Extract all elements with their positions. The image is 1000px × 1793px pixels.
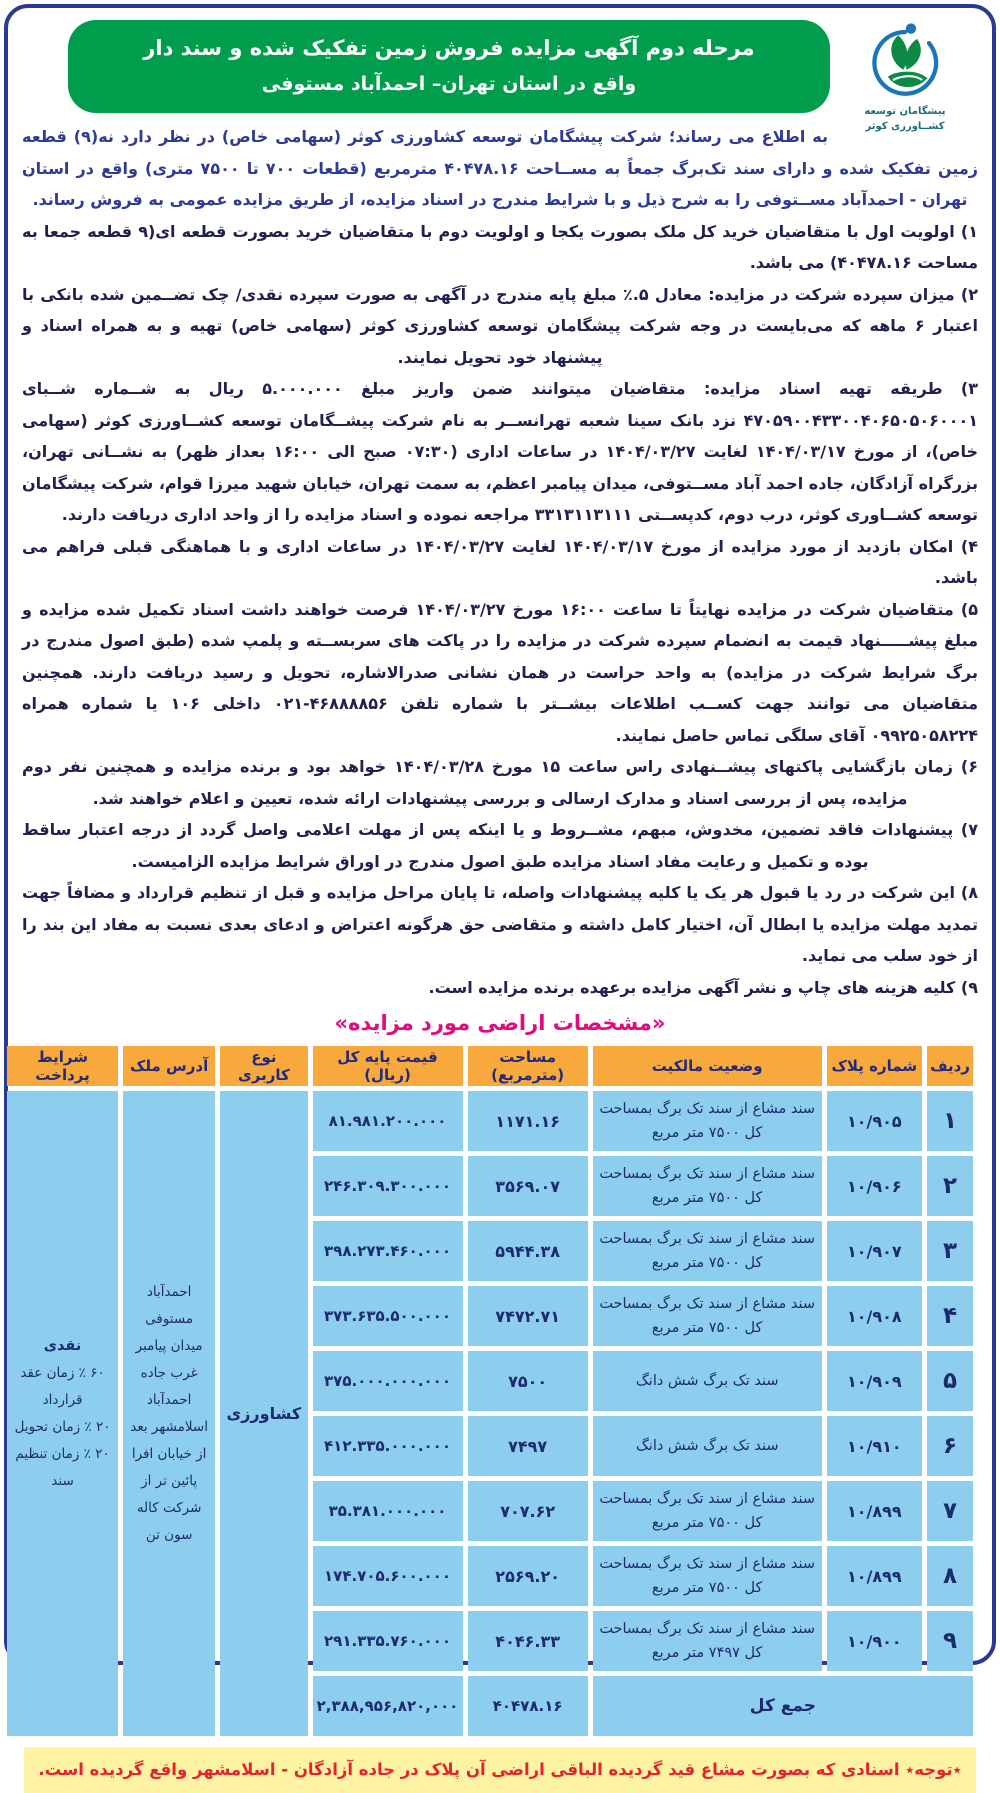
ownership-cell: سند مشاع از سند تک برگ بمساحت کل ۷۵۰۰ متر مربع xyxy=(593,1221,822,1281)
row-number-cell: ۵ xyxy=(927,1351,973,1411)
header-plaque-number: شماره پلاک xyxy=(827,1046,922,1086)
header-ownership-status: وضعیت مالکیت xyxy=(593,1046,822,1086)
ownership-cell: سند مشاع از سند تک برگ بمساحت کل ۷۵۰۰ متر مربع xyxy=(593,1481,822,1541)
header-payment-terms: شرایط پرداخت xyxy=(7,1046,118,1086)
row-number-cell: ۴ xyxy=(927,1286,973,1346)
clause-1: ۱) اولویت اول با متقاضیان خرید کل ملک بصورت یکجا و اولویت دوم با متقاضیان خرید بصورت قطعه ای(۹ قطعه جمعا به مساحت ۴۰۴۷۸.۱۶) می باشد. xyxy=(22,221,979,272)
row-number-cell: ۹ xyxy=(927,1611,973,1671)
area-cell: ۷۴۹۷ xyxy=(468,1416,588,1476)
land-specs-table xyxy=(2,1041,978,1741)
price-cell: ۲۴۶.۳۰۹.۳۰۰.۰۰۰ xyxy=(313,1156,463,1216)
advertisement-page xyxy=(4,4,996,1779)
usage-type-cell: کشاورزی xyxy=(220,1091,307,1736)
ad-body-text xyxy=(22,121,978,1003)
company-logo xyxy=(834,20,976,134)
header-area-sqm: مساحت (مترمربع) xyxy=(468,1046,588,1086)
price-cell: ۲۹۱.۳۳۵.۷۶۰.۰۰۰ xyxy=(313,1611,463,1671)
ownership-cell: سند مشاع از سند تک برگ بمساحت کل ۷۴۹۷ متر مربع xyxy=(593,1611,822,1671)
area-cell: ۱۱۷۱.۱۶ xyxy=(468,1091,588,1151)
area-cell: ۷۴۷۲.۷۱ xyxy=(468,1286,588,1346)
logo-caption-line2: کشــاورزی کوثر xyxy=(865,121,945,132)
area-cell: ۷۵۰۰ xyxy=(468,1351,588,1411)
area-cell: ۴۰۴۶.۳۳ xyxy=(468,1611,588,1671)
table-header-row xyxy=(7,1046,973,1086)
clause-7: ۷) پیشنهادات فاقد تضمین، مخدوش، مبهم، مشــروط و یا اینکه پس از مهلت اعلامی واصل گردد از درجه اعتبار ساقط بوده و تکمیل و رعایت مفاد اسناد مزایده طبق اصول مندرج در اوراق شرایط مزایده الزامیست. xyxy=(22,820,978,871)
table-row xyxy=(7,1091,973,1151)
attention-note: ٭توجه٭ اسنادی که بصورت مشاع قید گردیده الباقی اراضی آن پلاک در جاده آزادگان - اسلامشهر واقع گردیده است. xyxy=(24,1747,976,1793)
row-number-cell: ۱ xyxy=(927,1091,973,1151)
ad-title-line2: واقع در استان تهران– احمدآباد مستوفی xyxy=(261,73,637,95)
header-usage-type: نوع کاربری xyxy=(220,1046,307,1086)
section-title: «مشخصات اراضی مورد مزایده» xyxy=(334,1011,666,1035)
price-cell: ۳۹۸.۲۷۳.۴۶۰.۰۰۰ xyxy=(313,1221,463,1281)
intro-paragraph: به اطلاع می رساند؛ شرکت پیشگامان توسعه کشاورزی کوثر (سهامی خاص) در نظر دارد نه(۹) قطعه زمین تفکیک شده و دارای سند تک‌برگ جمعاً به مســاحت ۴۰۴۷۸.۱۶ مترمربع (قطعات ۷۰۰ تا ۷۵۰۰ متری) واقع در استان تهران - احمدآباد مســتوفی را به شرح ذیل و با شرایط مندرج در اسناد مزایده، از طریق مزایده عمومی به فروش رساند. xyxy=(22,127,979,209)
area-cell: ۷۰۷.۶۲ xyxy=(468,1481,588,1541)
price-cell: ۳۵.۳۸۱.۰۰۰.۰۰۰ xyxy=(313,1481,463,1541)
payment-title: نقدی xyxy=(43,1337,82,1354)
area-cell: ۲۵۶۹.۲۰ xyxy=(468,1546,588,1606)
payment-line: ۶۰ ٪ زمان عقد قرارداد xyxy=(20,1364,105,1408)
total-label-cell: جمع کل xyxy=(593,1676,973,1736)
ad-title-banner xyxy=(68,20,830,113)
price-cell: ۴۱۲.۳۳۵.۰۰۰.۰۰۰ xyxy=(313,1416,463,1476)
payment-line: ۲۰ ٪ زمان تحویل xyxy=(14,1418,111,1435)
plaque-cell: ۱۰/۹۰۵ xyxy=(827,1091,922,1151)
ownership-cell: سند مشاع از سند تک برگ بمساحت کل ۷۵۰۰ متر مربع xyxy=(593,1286,822,1346)
plaque-cell: ۱۰/۹۰۶ xyxy=(827,1156,922,1216)
payment-line: ۲۰ ٪ زمان تنظیم سند xyxy=(15,1445,110,1489)
header-base-price: قیمت پایه کل (ریال) xyxy=(313,1046,463,1086)
price-cell: ۳۷۳.۶۳۵.۵۰۰.۰۰۰ xyxy=(313,1286,463,1346)
ownership-cell: سند مشاع از سند تک برگ بمساحت کل ۷۵۰۰ متر مربع xyxy=(593,1091,822,1151)
ownership-cell: سند مشاع از سند تک برگ بمساحت کل ۷۵۰۰ متر مربع xyxy=(593,1156,822,1216)
logo-caption-line1: پیشگامان توسعه xyxy=(864,106,946,117)
ownership-cell: سند تک برگ شش دانگ xyxy=(593,1416,822,1476)
price-cell: ۱۷۴.۷۰۵.۶۰۰.۰۰۰ xyxy=(313,1546,463,1606)
clause-4: ۴) امکان بازدید از مورد مزایده از مورخ ۱۴۰۴/۰۳/۱۷ لغایت ۱۴۰۴/۰۳/۲۷ در ساعات اداری و با هماهنگی قبلی فراهم می باشد. xyxy=(22,536,979,587)
row-number-cell: ۷ xyxy=(927,1481,973,1541)
property-address-cell: احمدآباد مستوفی میدان پیامبر غرب جاده احمدآباد اسلامشهر بعد از خیابان افرا پائین تر از شرکت کاله سون تن xyxy=(123,1091,215,1736)
plant-fish-logo-icon xyxy=(862,20,948,104)
price-cell: ۳۷۵.۰۰۰.۰۰۰.۰۰۰ xyxy=(313,1351,463,1411)
ownership-cell: سند مشاع از سند تک برگ بمساحت کل ۷۵۰۰ متر مربع xyxy=(593,1546,822,1606)
total-area-cell: ۴۰۴۷۸.۱۶ xyxy=(468,1676,588,1736)
area-cell: ۵۹۴۴.۳۸ xyxy=(468,1221,588,1281)
plaque-cell: ۱۰/۸۹۹ xyxy=(827,1481,922,1541)
header-row-number: ردیف xyxy=(927,1046,973,1086)
plaque-cell: ۱۰/۹۰۰ xyxy=(827,1611,922,1671)
price-cell: ۸۱.۹۸۱.۲۰۰.۰۰۰ xyxy=(313,1091,463,1151)
clause-2: ۲) میزان سپرده شرکت در مزایده: معادل ۵.٪ مبلغ پایه مندرج در آگهی به صورت سپرده نقدی/ چک تضــمین شده بانکی با اعتبار ۶ ماهه که می‌بایست در وجه شرکت پیشگامان توسعه کشاورزی کوثر (سهامی خاص) تهیه و به همراه اسناد و پیشنهاد خود تحویل نمایند. xyxy=(22,284,979,367)
plaque-cell: ۱۰/۹۰۷ xyxy=(827,1221,922,1281)
total-price-cell: ۲,۳۸۸,۹۵۶,۸۲۰,۰۰۰ xyxy=(313,1676,463,1736)
header-property-address: آدرس ملک xyxy=(123,1046,215,1086)
row-number-cell: ۸ xyxy=(927,1546,973,1606)
plaque-cell: ۱۰/۸۹۹ xyxy=(827,1546,922,1606)
plaque-cell: ۱۰/۹۱۰ xyxy=(827,1416,922,1476)
payment-terms-cell xyxy=(7,1091,118,1736)
row-number-cell: ۶ xyxy=(927,1416,973,1476)
area-cell: ۳۵۶۹.۰۷ xyxy=(468,1156,588,1216)
clause-9: ۹) کلیه هزینه های چاپ و نشر آگهی مزایده برعهده برنده مزایده است. xyxy=(428,977,978,997)
clause-5: ۵) متقاضیان شرکت در مزایده نهایتاً تا ساعت ۱۶:۰۰ مورخ ۱۴۰۴/۰۳/۲۷ فرصت خواهند داشت اسناد تکمیل شده مزایده و مبلغ پیشـــــنهاد قیمت به انضمام سپرده شرکت در مزایده را در پاکت های سربســته و پلمپ شده (طبق اصول مندرج در برگ شرایط شرکت در مزایده) به واحد حراست در همان نشانی صدرالاشاره، تحویل و رسید دریافت دارند. همچنین متقاضیان می توانند جهت کســب اطلاعات بیشــتر با شماره تلفن ۴۶۸۸۸۸۵۶-۰۲۱ داخلی ۱۰۶ یا شماره همراه ۰۹۹۲۵۰۵۸۲۲۴ آقای سلگی تماس حاصل نمایند. xyxy=(22,599,979,745)
row-number-cell: ۲ xyxy=(927,1156,973,1216)
clause-8: ۸) این شرکت در رد یا قبول هر یک یا کلیه پیشنهادات واصله، تا پایان مراحل مزایده و قبل از تنظیم قرارداد و مضافاً جهت تمدید مهلت مزایده یا ابطال آن، اختیار کامل داشته و متقاضی حق هرگونه اعتراض و ادعای بعدی نسبت به مفاد این بند را از خود سلب می نماید. xyxy=(22,883,978,965)
row-number-cell: ۳ xyxy=(927,1221,973,1281)
ad-title-line1: مرحله دوم آگهی مزایده فروش زمین تفکیک شده و سند دار xyxy=(143,36,755,60)
clause-3: ۳) طریقه تهیه اسناد مزایده: متقاضیان میتوانند ضمن واریز مبلغ ۵.۰۰۰.۰۰۰ ریال به شــماره شــبای ۴۷۰۵۹۰۰۴۳۳۰۰۴۰۶۵۰۵۰۶۰۰۰۱ نزد بانک سینا شعبه تهرانســر به نام شرکت پیشــگامان توسعه کشــاورزی کوثر (سهامی خاص)، از مورخ ۱۴۰۴/۰۳/۱۷ لغایت ۱۴۰۴/۰۳/۲۷ در ساعات اداری (۰۷:۳۰ صبح الی ۱۶:۰۰ بعداز ظهر) به نشــانی تهران، بزرگراه آزادگان، جاده احمد آباد مســتوفی، میدان پیامبر اعظم، به سمت تهران، خیابان شهید میرزا قوام، شرکت پیشگامان توسعه کشــاوری کوثر، درب دوم، کدپســتی ۳۳۱۳۱۱۳۱۱۱ مراجعه نموده و اسناد مزایده را از واحد اداری دریافت دارند. xyxy=(22,379,978,524)
plaque-cell: ۱۰/۹۰۸ xyxy=(827,1286,922,1346)
plaque-cell: ۱۰/۹۰۹ xyxy=(827,1351,922,1411)
ownership-cell: سند تک برگ شش دانگ xyxy=(593,1351,822,1411)
clause-6: ۶) زمان بازگشایی پاکتهای پیشــنهادی راس ساعت ۱۵ مورخ ۱۴۰۴/۰۳/۲۸ خواهد بود و برنده مزایده و همچنین نفر دوم مزایده، پس از بررسی اسناد و مدارک ارسالی و بررسی پیشنهادات ارائه شده، تعیین و اعلام خواهند شد. xyxy=(22,757,978,808)
